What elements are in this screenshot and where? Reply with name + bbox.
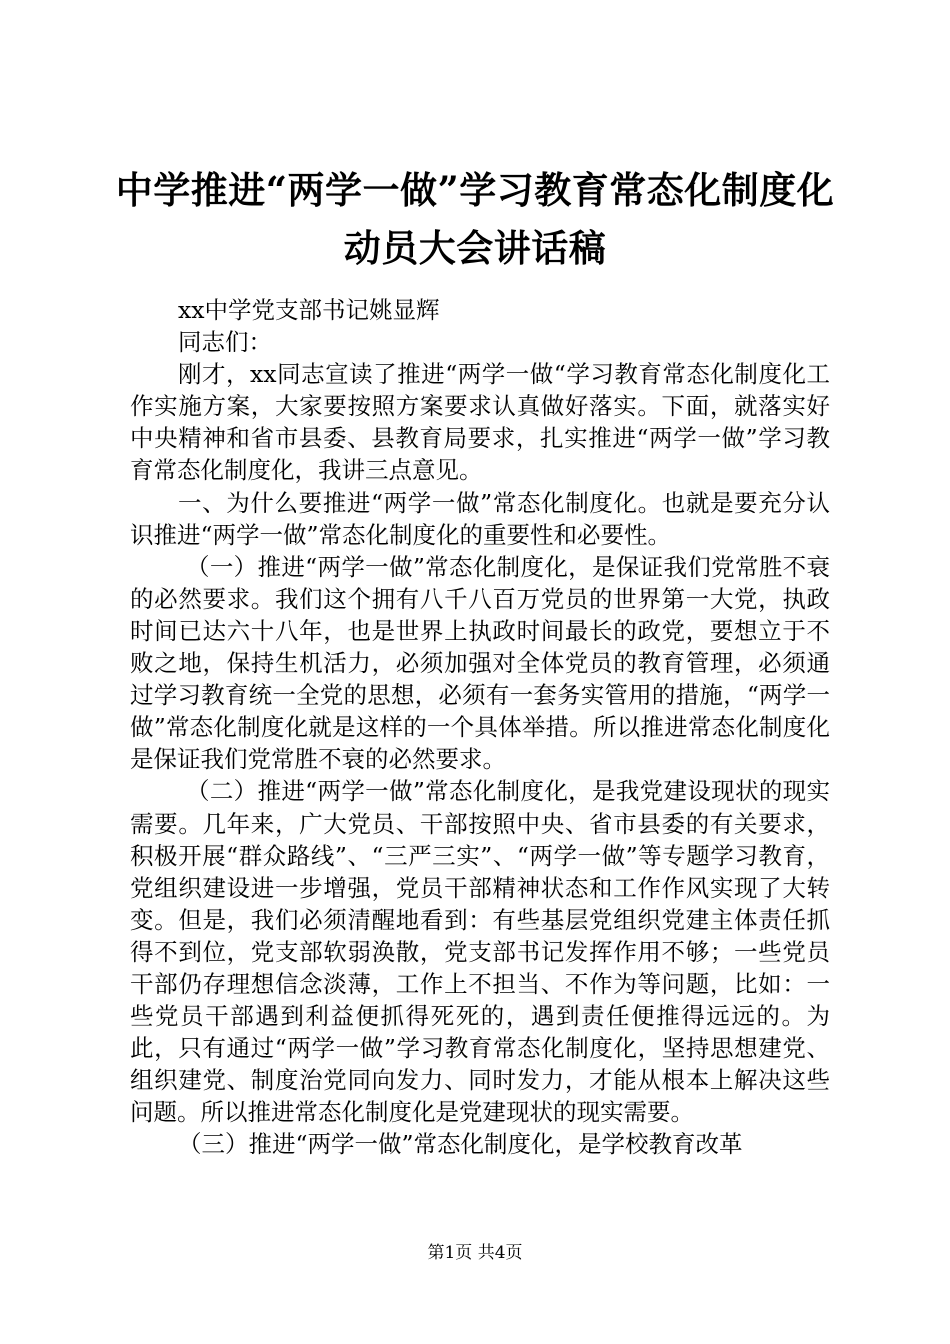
document-body xyxy=(130,294,830,1161)
paragraph-intro: 刚才，xx同志宣读了推进“两学一做“学习教育常态化制度化工作实施方案，大家要按照方案要求认真做好落实。下面，就落实好中央精神和省市县委、县教育局要求，扎实推进“两学一做”学习教育常态化制度化，我讲三点意见。 xyxy=(130,360,830,485)
salutation: 同志们： xyxy=(178,328,272,357)
page-number-footer: 第1页 共4页 xyxy=(427,1243,523,1263)
author-line: xx中学党支部书记姚显辉 xyxy=(178,296,440,324)
paragraph-point-2: （二）推进“两学一做”常态化制度化，是我党建设现状的现实需要。几年来，广大党员、干部按照中央、省市县委的有关要求，积极开展“群众路线”、“三严三实”、“两学一做”等专题学习教育，党组织建设进一步增强，党员干部精神状态和工作作风实现了大转变。但是，我们必须清醒地看到：有些基层党组织党建主体责任抓得不到位，党支部软弱涣散，党支部书记发挥作用不够；一些党员干部仍存理想信念淡薄，工作上不担当、不作为等问题，比如：一些党员干部遇到利益便抓得死死的，遇到责任便推得远远的。为此，只有通过“两学一做”学习教育常态化制度化，坚持思想建党、组织建党、制度治党同向发力、同时发力，才能从根本上解决这些问题。所以推进常态化制度化是党建现状的现实需要。 xyxy=(130,777,830,1127)
paragraph-point-3: （三）推进“两学一做”常态化制度化，是学校教育改革 xyxy=(178,1130,743,1159)
document-title-line-1: 中学推进“两学一做”学习教育常态化制度化 xyxy=(115,168,835,212)
document-title-line-2: 动员大会讲话稿 xyxy=(343,226,607,270)
paragraph-point-1: （一）推进“两学一做”常态化制度化，是保证我们党常胜不衰的必然要求。我们这个拥有八千八百万党员的世界第一大党，执政时间已达六十八年，也是世界上执政时间最长的政党，要想立于不败之地，保持生机活力，必须加强对全体党员的教育管理，必须通过学习教育统一全党的思想，必须有一套务实管用的措施，“两学一做”常态化制度化就是这样的一个具体举措。所以推进常态化制度化是保证我们党常胜不衰的必然要求。 xyxy=(130,552,830,774)
paragraph-section-1: 一、为什么要推进“两学一做”常态化制度化。也就是要充分认识推进“两学一做”常态化制度化的重要性和必要性。 xyxy=(130,488,830,549)
